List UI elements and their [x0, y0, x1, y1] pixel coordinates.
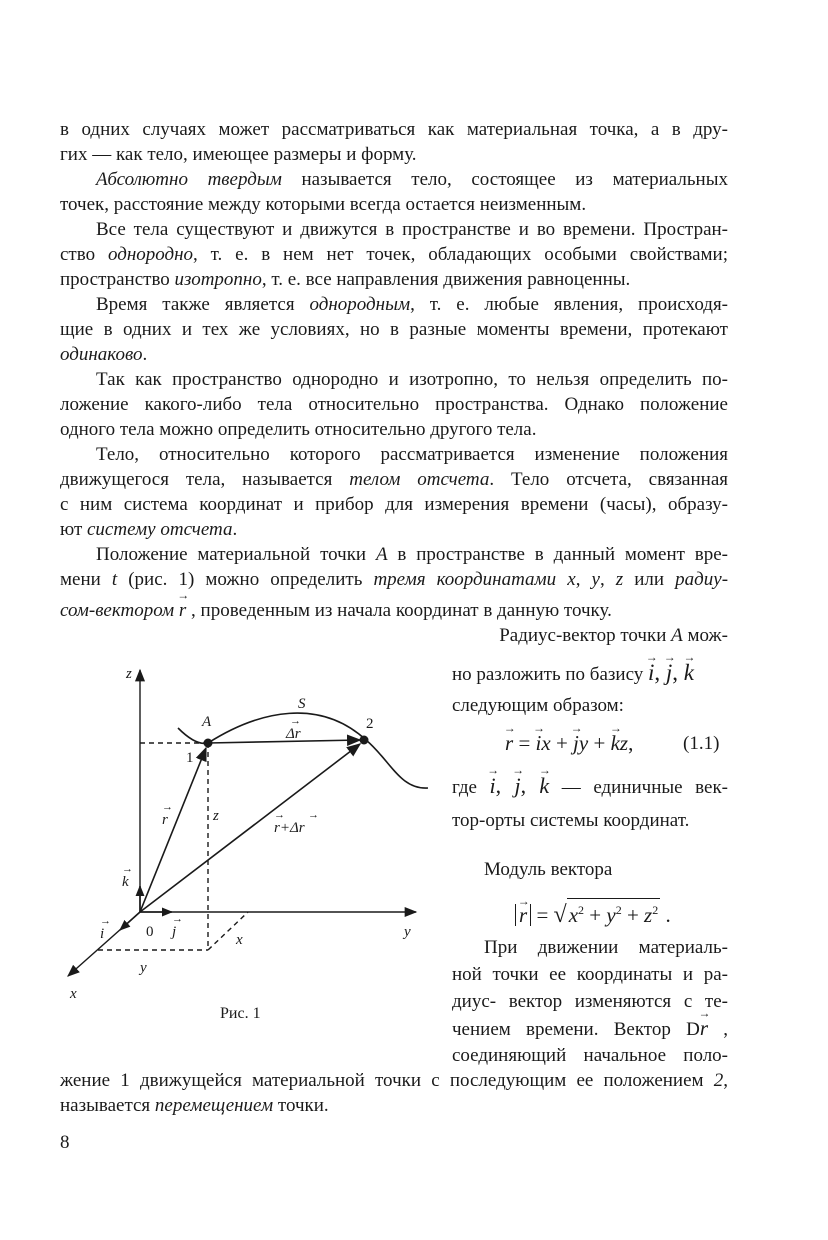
text-line [60, 142, 728, 167]
page-number: 8 [60, 1132, 70, 1153]
text-line [60, 292, 728, 317]
emphasis-text: y [606, 903, 616, 927]
emphasis-text: телом отсчета [349, 469, 490, 490]
text-span: щие в одних и тех же условиях, но в разные моменты времени, протекают [60, 319, 728, 340]
text-line [452, 1016, 728, 1042]
unit-vector-k: → k [684, 660, 694, 685]
emphasis-text: одинаково [60, 344, 143, 365]
emphasis-text: Абсолютно твердым [96, 169, 282, 190]
text-span: Все тела существуют и движутся в пространстве и во времени. Простран- [96, 219, 728, 240]
text-span: с ним система координат и прибор для измерения времени (часы), образу- [60, 494, 728, 515]
text-span: в одних случаях может рассматриваться как материальная точка, а в дру- [60, 119, 728, 140]
text-line [452, 773, 728, 800]
emphasis-text: z [615, 569, 624, 590]
j-arrow-glyph: → [172, 913, 183, 925]
text-line [452, 1043, 728, 1068]
unit-vector-i: → i [648, 660, 654, 685]
unit-i-label: i [100, 926, 105, 942]
text-span: , т. е. все направления движения равноценны. [261, 269, 631, 290]
text-span: пространство [60, 269, 175, 290]
text-line [60, 467, 728, 492]
text-span: , [654, 660, 666, 685]
text-line [60, 542, 728, 567]
axis-x-label: x [70, 986, 77, 1002]
text-line [484, 935, 728, 960]
text-line [60, 167, 728, 192]
text-span: Положение материальной точки [96, 544, 376, 565]
text-span: соединяющий начальное поло- [452, 1045, 728, 1066]
text-span: ство [60, 244, 108, 265]
text-span: = [531, 903, 554, 927]
text-span: но разложить по базису [452, 664, 649, 685]
text-span: или [623, 569, 676, 590]
dr-arrow-glyph: → [308, 809, 319, 821]
emphasis-text: y [591, 569, 600, 590]
text-span: ной точки ее координаты и ра- [452, 964, 728, 985]
emphasis-text: 2 [713, 1070, 724, 1091]
text-span: движущегося тела, называется [60, 469, 350, 490]
text-line [452, 962, 728, 987]
text-line [60, 367, 728, 392]
text-span: где [452, 777, 490, 798]
text-span: . [142, 344, 148, 365]
text-line [60, 417, 728, 442]
point-2 [360, 736, 369, 745]
emphasis-text: z [644, 903, 653, 927]
text-span: + [584, 903, 607, 927]
superscript: 2 [652, 903, 659, 917]
text-span: называется [60, 1095, 155, 1116]
text-span: Так как пространство однородно и изотропно, то нельзя определить по- [96, 369, 728, 390]
unit-vector-j: → j [573, 731, 579, 756]
text-line [452, 989, 728, 1014]
text-span: , т. е. любые явления, происходя- [410, 294, 729, 315]
delta-r-label: Δr [286, 726, 301, 742]
text-line [60, 442, 728, 467]
text-span: ложение какого-либо тела относительно пространства. Однако положение [60, 394, 728, 415]
point-2-label: 2 [366, 716, 374, 732]
delta-r-arrow-glyph: → [290, 715, 301, 727]
text-span: , [575, 569, 592, 590]
text-line [60, 392, 728, 417]
text-line [452, 693, 624, 718]
text-span: точки. [273, 1095, 329, 1116]
i-arrow-glyph: → [100, 915, 111, 927]
text-span: . Тело отсчета, связанная [489, 469, 729, 490]
text-span: + [550, 731, 574, 755]
text-span: , [708, 1019, 729, 1040]
unit-vector-k: → k [611, 731, 620, 756]
trajectory-curve [178, 713, 428, 788]
emphasis-text: тремя координатами x [373, 569, 576, 590]
text-span: мож- [682, 625, 728, 646]
text-span: диус- вектор изменяются с те- [452, 991, 728, 1012]
text-span: . [660, 903, 671, 927]
text-span: . [232, 519, 238, 540]
text-line [60, 192, 728, 217]
text-span: (рис. 1) можно определить [117, 569, 374, 590]
text-line [60, 598, 728, 623]
vector-r: → r [179, 598, 186, 623]
emphasis-text: z [619, 731, 629, 755]
superscript: 2 [578, 903, 585, 917]
text-span: При движении материаль- [484, 937, 728, 958]
origin-label: 0 [146, 924, 154, 940]
text-line [452, 808, 689, 833]
text-span: тор-орты системы координат. [452, 810, 690, 831]
text-line [484, 857, 612, 882]
r-arrow-glyph: → [274, 809, 285, 821]
text-span: одного тела можно определить относительно другого тела. [60, 419, 537, 440]
k-arrow-glyph: → [122, 863, 133, 875]
text-span: , [723, 1070, 728, 1091]
unit-vector-i-arrow [120, 912, 140, 930]
text-span: называется тело, состоящее из материальных [281, 169, 728, 190]
text-line [60, 1068, 728, 1093]
emphasis-text: y [578, 731, 589, 755]
trajectory-s-label: S [298, 696, 306, 712]
text-span: , т. е. в нем нет точек, обладающих особыми свойствами; [193, 244, 729, 265]
text-span: , [628, 731, 634, 755]
z-projection-label: z [213, 808, 219, 824]
r-plus-dr-label: r+Δr [274, 820, 305, 836]
unit-vector-i: → i [536, 731, 542, 756]
text-span: Тело, относительно которого рассматривается изменение положения [96, 444, 728, 465]
text-span: следующим образом: [452, 695, 624, 716]
superscript: 2 [615, 903, 622, 917]
emphasis-text: x [541, 731, 551, 755]
emphasis-text: A [671, 625, 683, 646]
unit-vector-j: → j [514, 773, 520, 798]
emphasis-text: x [568, 903, 579, 927]
text-span: жение 1 движущейся материальной точки с последующим ее положением [60, 1070, 714, 1091]
text-span: ют [60, 519, 87, 540]
emphasis-text: однородно [107, 244, 194, 265]
text-span: в пространстве в данный момент вре- [387, 544, 728, 565]
unit-vector-i: → i [490, 773, 496, 798]
vector-r: → r [700, 1016, 708, 1041]
text-span: мени [60, 569, 112, 590]
text-span: — единичные век- [549, 777, 729, 798]
text-line [60, 567, 728, 592]
text-line [60, 342, 728, 367]
axis-z-label: z [126, 666, 132, 682]
r-arrow-glyph: → [162, 801, 173, 813]
text-span: Время также является [96, 294, 310, 315]
text-span: , [520, 773, 540, 798]
text-span: (1.1) [683, 733, 720, 754]
emphasis-text: радиу- [675, 569, 729, 590]
text-line [60, 317, 728, 342]
emphasis-text: сом-вектором [60, 600, 179, 621]
modulus-formula [515, 898, 671, 928]
emphasis-text: однородным [309, 294, 411, 315]
text-span: = [513, 731, 536, 755]
text-span: , проведенным из начала координат в данную точку. [186, 600, 612, 621]
unit-k-label: k [122, 874, 129, 890]
emphasis-text: перемещением [154, 1095, 274, 1116]
text-line [484, 623, 728, 648]
text-span: + [588, 731, 611, 755]
equation-1-1 [505, 731, 633, 756]
emphasis-text: систему отсчета [87, 519, 233, 540]
text-line [60, 242, 728, 267]
r-label: r [162, 812, 168, 828]
x-projection-label: x [236, 932, 243, 948]
text-span: , [495, 773, 515, 798]
figure-1 [60, 650, 440, 1030]
text-line [60, 492, 728, 517]
text-line [60, 117, 728, 142]
text-line [452, 660, 694, 687]
vector-r: → r [505, 731, 513, 756]
text-line [60, 517, 728, 542]
text-span: чением времени. Вектор D [452, 1019, 700, 1040]
point-1-label: 1 [186, 750, 194, 766]
text-span: Радиус-вектор точки [499, 625, 672, 646]
text-span: Модуль вектора [484, 859, 613, 880]
radical-sign: √ [553, 902, 567, 928]
unit-j-label: j [172, 924, 177, 940]
unit-vector-k: → k [539, 773, 549, 798]
emphasis-text: изотропно [174, 269, 262, 290]
equation-number [683, 731, 719, 756]
vector-dr-line [208, 740, 360, 743]
text-line [60, 1093, 728, 1118]
text-line [60, 217, 728, 242]
point-a-label: A [202, 714, 212, 730]
figure-caption: Рис. 1 [220, 1005, 261, 1022]
unit-vector-j: → j [666, 660, 672, 685]
emphasis-text: t [111, 569, 118, 590]
emphasis-text: A [375, 544, 388, 565]
text-span: , [672, 660, 684, 685]
text-line [60, 267, 728, 292]
vector-r: → r [519, 904, 527, 926]
y-projection-label: y [140, 960, 147, 976]
axis-y-label: y [404, 924, 411, 940]
point-1 [204, 739, 213, 748]
text-span: точек, расстояние между которыми всегда остается неизменным. [60, 194, 587, 215]
text-span: гих — как тело, имеющее размеры и форму. [60, 144, 417, 165]
text-span: , [599, 569, 616, 590]
text-span: + [621, 903, 645, 927]
